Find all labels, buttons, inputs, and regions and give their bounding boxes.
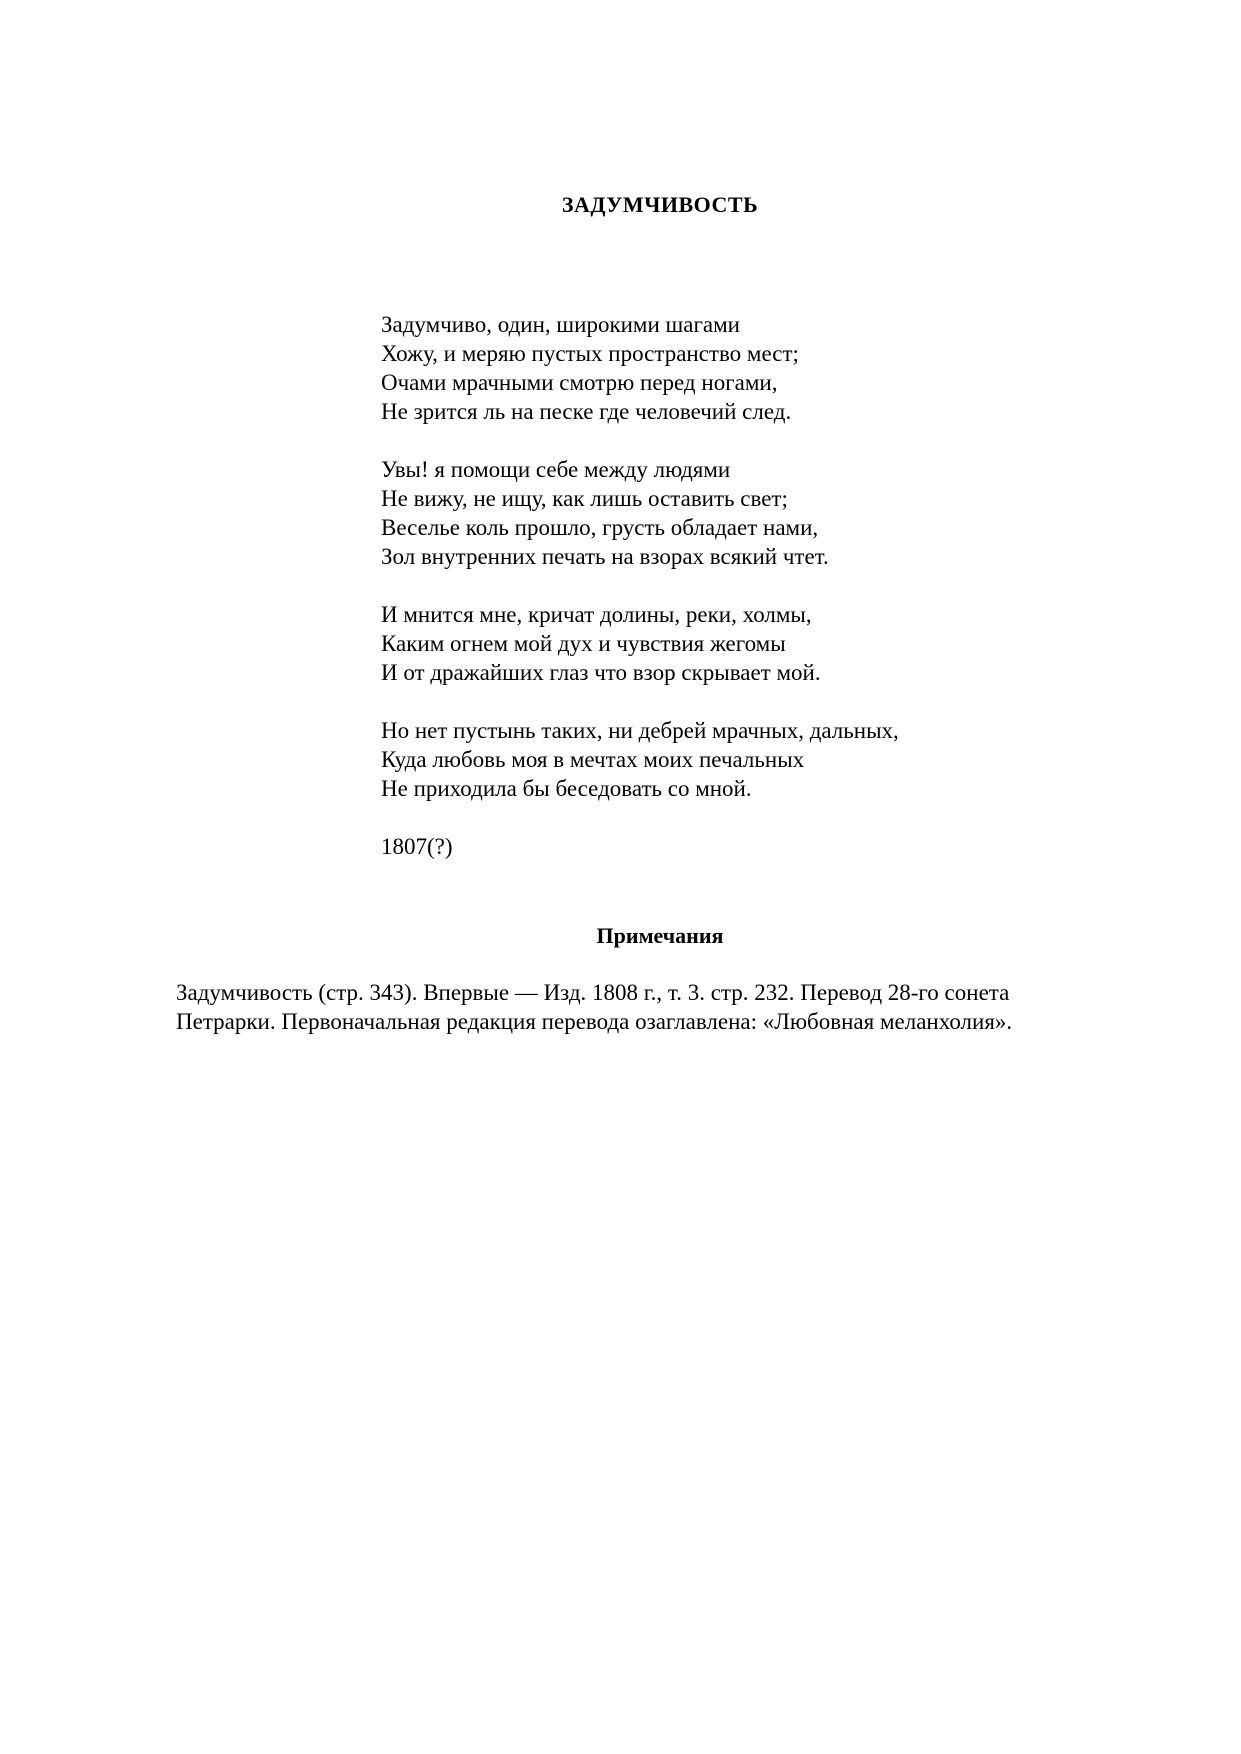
stanza-3 bbox=[381, 600, 1081, 687]
poem-line: Не приходила бы беседовать со мной. bbox=[381, 776, 752, 801]
poem-date: 1807(?) bbox=[381, 834, 453, 859]
poem-body bbox=[381, 310, 1081, 861]
notes-text bbox=[176, 978, 1086, 1036]
poem-line: Куда любовь моя в мечтах моих печальных bbox=[381, 747, 805, 772]
poem-line: Хожу, и меряю пустых пространство мест; bbox=[381, 341, 799, 366]
poem-line: Очами мрачными смотрю перед ногами, bbox=[381, 370, 778, 395]
notes-line: Задумчивость (стр. 343). Впервые — Изд. 1808 г., т. 3. стр. 232. Перевод 28-го сонета bbox=[176, 980, 1010, 1005]
stanza-4 bbox=[381, 716, 1081, 803]
stanza-1 bbox=[381, 310, 1081, 426]
poem-line: Не вижу, не ищу, как лишь оставить свет; bbox=[381, 486, 788, 511]
poem-line: Каким огнем мой дух и чувствия жегомы bbox=[381, 631, 786, 656]
poem-line: И от дражайших глаз что взор скрывает мой. bbox=[381, 660, 821, 685]
poem-line: Увы! я помощи себе между людями bbox=[381, 457, 731, 482]
notes-title: Примечания bbox=[596, 923, 724, 948]
poem-line: Но нет пустынь таких, ни дебрей мрачных, дальных, bbox=[381, 718, 899, 743]
poem-title: ЗАДУМЧИВОСТЬ bbox=[561, 192, 759, 217]
stanza-2 bbox=[381, 455, 1081, 571]
poem-line: Веселье коль прошло, грусть обладает нами, bbox=[381, 515, 819, 540]
poem-line: Задумчиво, один, широкими шагами bbox=[381, 312, 740, 337]
poem-line: Не зрится ль на песке где человечий след. bbox=[381, 399, 792, 424]
notes-line: Петрарки. Первоначальная редакция перевода озаглавлена: «Любовная меланхолия». bbox=[176, 1009, 1013, 1034]
poem-line: Зол внутренних печать на взорах всякий чтет. bbox=[381, 544, 829, 569]
poem-line: И мнится мне, кричат долины, реки, холмы, bbox=[381, 602, 812, 627]
